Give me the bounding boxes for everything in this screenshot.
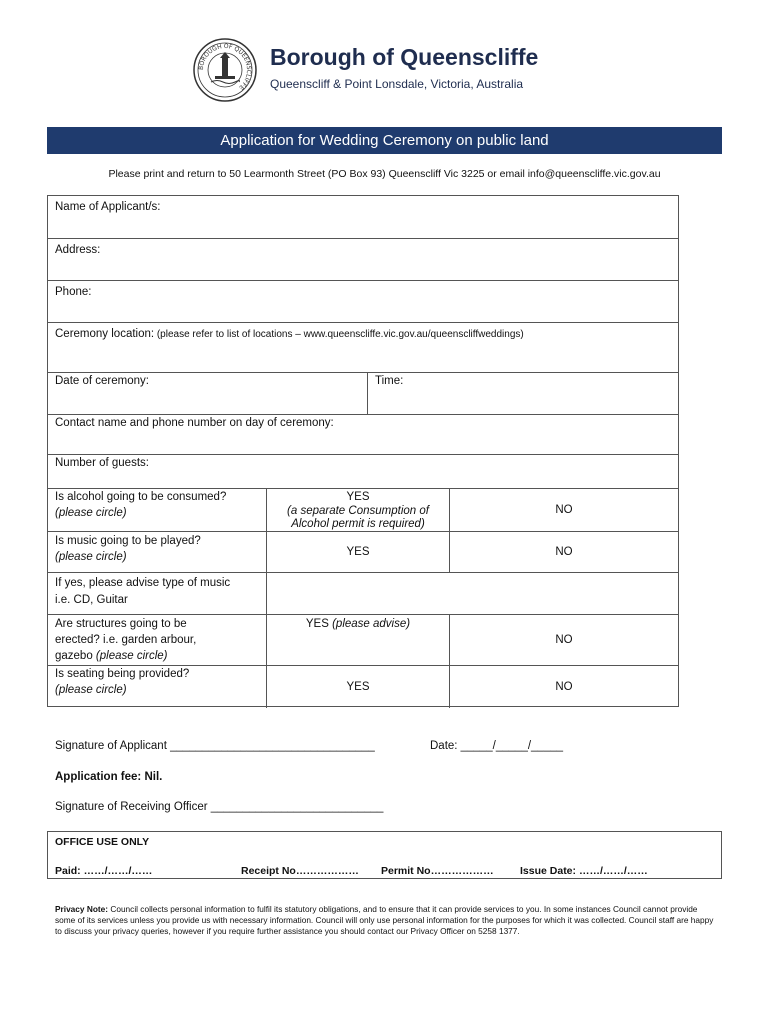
seating-yes-option[interactable] bbox=[266, 666, 449, 708]
address-label: Address: bbox=[55, 244, 101, 256]
music-type-answer[interactable] bbox=[266, 573, 678, 614]
application-fee: Application fee: Nil. bbox=[55, 771, 163, 783]
row-name[interactable] bbox=[48, 196, 678, 239]
seating-circle-hint: (please circle) bbox=[55, 684, 127, 696]
time-label: Time: bbox=[375, 375, 404, 387]
row-contact[interactable] bbox=[48, 415, 678, 455]
row-seating bbox=[48, 665, 678, 708]
officer-signature-line[interactable]: Signature of Receiving Officer ___________________________ bbox=[55, 801, 384, 813]
music-type-question-cell bbox=[48, 573, 266, 614]
music-type-line2: i.e. CD, Guitar bbox=[55, 594, 128, 606]
row-alcohol bbox=[48, 489, 678, 532]
structures-circle-hint: (please circle) bbox=[92, 650, 168, 662]
name-label: Name of Applicant/s: bbox=[55, 201, 161, 213]
structures-yes-label: YES bbox=[305, 618, 329, 630]
office-receipt: Receipt No……………… bbox=[241, 865, 359, 877]
alcohol-circle-hint: (please circle) bbox=[55, 507, 127, 519]
office-issue-date: Issue Date: ……/……/…… bbox=[520, 865, 648, 877]
row-music bbox=[48, 532, 678, 573]
music-question: Is music going to be played? bbox=[55, 535, 201, 547]
alcohol-permit-note: (a separate Consumption of Alcohol permit is required) bbox=[287, 505, 429, 530]
location-label-wrap bbox=[55, 326, 524, 343]
borough-seal-logo bbox=[193, 38, 257, 102]
row-location[interactable] bbox=[48, 323, 678, 373]
phone-label: Phone: bbox=[55, 286, 92, 298]
row-music-type bbox=[48, 573, 678, 615]
guests-label: Number of guests: bbox=[55, 457, 149, 469]
seating-question-cell bbox=[48, 666, 266, 708]
structures-no-label: NO bbox=[555, 634, 573, 646]
office-paid: Paid: ……/……/…… bbox=[55, 865, 153, 877]
privacy-note bbox=[55, 904, 715, 937]
privacy-label: Privacy Note: bbox=[55, 904, 109, 914]
music-question-cell bbox=[48, 532, 266, 572]
structures-question-cell bbox=[48, 615, 266, 665]
row-address[interactable] bbox=[48, 239, 678, 281]
structures-line1: Are structures going to be bbox=[55, 618, 187, 630]
org-subtitle: Queenscliff & Point Lonsdale, Victoria, Australia bbox=[270, 77, 524, 91]
contact-label: Contact name and phone number on day of ceremony: bbox=[55, 417, 334, 429]
row-structures bbox=[48, 615, 678, 665]
location-label: Ceremony location: bbox=[55, 328, 155, 340]
seating-question: Is seating being provided? bbox=[55, 668, 190, 680]
seating-no-option[interactable] bbox=[449, 666, 678, 708]
org-name: Borough of Queenscliffe bbox=[270, 44, 539, 70]
alcohol-yes-label: YES bbox=[346, 491, 370, 503]
structures-yes-wrap bbox=[267, 616, 449, 632]
application-form bbox=[47, 195, 679, 707]
signature-date-line[interactable]: Date: _____/_____/_____ bbox=[430, 740, 564, 752]
structures-line3-wrap bbox=[55, 648, 168, 664]
structures-yes-option[interactable] bbox=[266, 615, 449, 665]
alcohol-no-option[interactable] bbox=[449, 489, 678, 531]
music-yes-option[interactable] bbox=[266, 532, 449, 572]
form-title: Application for Wedding Ceremony on public land bbox=[47, 127, 722, 154]
row-phone[interactable] bbox=[48, 281, 678, 323]
instructions: Please print and return to 50 Learmonth Street (PO Box 93) Queenscliff Vic 3225 or email info@queenscliffe.vic.gov.au bbox=[108, 168, 661, 180]
date-label: Date of ceremony: bbox=[55, 375, 149, 387]
music-circle-hint: (please circle) bbox=[55, 551, 127, 563]
office-use-title: OFFICE USE ONLY bbox=[55, 836, 150, 848]
music-no-option[interactable] bbox=[449, 532, 678, 572]
time-cell[interactable] bbox=[367, 373, 678, 414]
location-note: (please refer to list of locations – www.queenscliffe.vic.gov.au/queenscliffweddings) bbox=[154, 329, 524, 340]
alcohol-no-label: NO bbox=[555, 504, 573, 516]
music-type-line1: If yes, please advise type of music bbox=[55, 577, 231, 589]
row-date-time bbox=[48, 373, 678, 415]
structures-no-option[interactable] bbox=[449, 615, 678, 665]
seating-no-label: NO bbox=[555, 681, 573, 693]
music-yes-label: YES bbox=[346, 546, 370, 558]
office-permit: Permit No……………… bbox=[381, 865, 494, 877]
applicant-signature-line[interactable]: Signature of Applicant ________________________________ bbox=[55, 740, 375, 752]
row-guests[interactable] bbox=[48, 455, 678, 489]
seating-yes-label: YES bbox=[346, 681, 370, 693]
structures-line2: erected? i.e. garden arbour, bbox=[55, 634, 197, 646]
office-use-box bbox=[47, 831, 722, 879]
alcohol-question-cell bbox=[48, 489, 266, 531]
privacy-text: Council collects personal information to fulfil its statutory obligations, and to ensure that it can provide services to you. In some instances Council cannot provide some of its services unless you provide us with necessary information. Council will only use personal information for the purposes for which it was collected. Council staff are happy to discuss your privacy queries, however if you require further assistance you should contact our Privacy Officer on 5258 1377. bbox=[55, 904, 714, 936]
structures-line3: gazebo bbox=[55, 650, 93, 662]
date-cell[interactable] bbox=[48, 373, 367, 414]
alcohol-question: Is alcohol going to be consumed? bbox=[55, 491, 227, 503]
seal-text: BOROUGH OF QUEENSCLIFFE bbox=[197, 42, 253, 91]
alcohol-yes-option[interactable] bbox=[266, 489, 449, 531]
music-no-label: NO bbox=[555, 546, 573, 558]
structures-advise-hint: (please advise) bbox=[328, 618, 411, 630]
